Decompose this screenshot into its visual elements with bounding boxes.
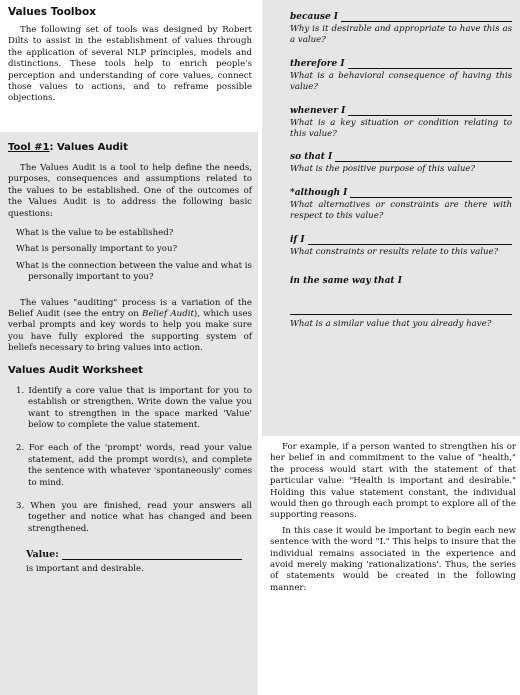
prompt-head: in the same way that I	[290, 276, 402, 287]
question-1: What is the value to be established?	[16, 228, 174, 239]
prompt-if	[290, 235, 512, 258]
audit-paragraph-2	[8, 298, 252, 355]
prompt-question: What is a behavioral consequence of having this value?	[290, 70, 512, 93]
tool-title	[8, 142, 252, 153]
prompt-head: whenever I	[290, 105, 346, 116]
para2-text-a: The values "auditing" process is a variation of the Belief Audit (see the entry on	[8, 297, 252, 320]
prompt-head: therefore I	[290, 58, 345, 69]
values-toolbox-section	[0, 0, 258, 130]
belief-audit-reference: Belief Audit	[142, 309, 194, 320]
answer-blank[interactable]	[341, 12, 512, 22]
answer-blank[interactable]	[350, 188, 512, 198]
example-paragraph-1: For example, if a person wanted to strengthen his or her belief in and commitment to the value of "health," the process would start with the statement of that particular value: "Health is important and desirable." Holding this value statement constant, the individual would then go through each prompt to explore all of the supporting reasons.	[270, 442, 516, 521]
answer-blank[interactable]	[290, 302, 512, 315]
prompt-same-way	[290, 276, 512, 330]
answer-blank[interactable]	[348, 59, 512, 69]
prompt-so-that	[290, 152, 512, 175]
prompt-head: if I	[290, 234, 305, 245]
prompt-head: so that I	[290, 152, 333, 163]
prompt-question: What alternatives or constraints are there with respect to this value?	[290, 199, 512, 222]
value-label: Value:	[26, 549, 59, 561]
tool-name: : Values Audit	[49, 142, 128, 153]
toolbox-paragraph: The following set of tools was designed by Robert Dilts to assist in the establishment of values through the application of several NLP principles, models and distinctions. These tools help to enrich people's perception and understanding of core values, connect those values to actions, and to reframe possible objections.	[8, 25, 252, 104]
values-audit-section	[0, 132, 258, 695]
prompt-question: What constraints or results relate to this value?	[290, 246, 499, 257]
worksheet-step-3: 3. When you are finished, read your answers all together and notice what has changed and been strengthened.	[16, 500, 252, 534]
prompts-section	[262, 0, 520, 436]
value-statement	[26, 549, 252, 560]
prompt-head: *although I	[290, 187, 348, 198]
worksheet-title: Values Audit Worksheet	[8, 364, 143, 376]
worksheet-step-1: 1. Identify a core value that is important for you to establish or strengthen. Write down the value you want to strengthen in the space marked 'Value' below to complete the value statement.	[16, 385, 252, 430]
prompt-question: What is a key situation or condition relating to this value?	[290, 117, 512, 140]
prompt-although	[290, 188, 512, 223]
prompt-question: Why is it desirable and appropriate to have this as a value?	[290, 24, 512, 46]
prompt-because	[290, 12, 512, 47]
question-3: What is the connection between the value and what is personally important to you?	[16, 260, 252, 283]
answer-blank[interactable]	[335, 152, 512, 162]
prompt-whenever	[290, 106, 512, 141]
worksheet-step-2: 2. For each of the 'prompt' words, read your value statement, add the prompt word(s), and complete the sentence with whatever 'spontaneously' comes to mind.	[16, 443, 252, 488]
question-2: What is personally important to you?	[16, 244, 178, 255]
tool-label: Tool #1	[8, 142, 50, 153]
example-section	[262, 438, 520, 695]
section-title: Values Toolbox	[8, 6, 97, 18]
audit-intro: The Values Audit is a tool to help define the needs, purposes, consequences and assumptions related to the values to be established. One of the outcomes of the Values Audit is to address the following basic questions:	[8, 163, 252, 219]
prompt-question: What is the positive purpose of this value?	[290, 164, 476, 175]
prompt-head: because I	[290, 12, 339, 22]
answer-blank[interactable]	[348, 106, 512, 116]
prompt-therefore	[290, 59, 512, 94]
value-tail: is important and desirable.	[26, 564, 144, 575]
value-blank[interactable]	[62, 549, 242, 560]
para2-text-b: ), which uses verbal prompts and key words to help you make sure you have fully explored the supporting system of beliefs necessary to bring values into action.	[8, 309, 252, 354]
answer-blank[interactable]	[308, 235, 512, 245]
example-paragraph-2: In this case it would be important to begin each new sentence with the word "I." This helps to insure that the individual remains associated in the experience and avoid merely making 'rationalizations'. Thus, the series of statements would be created in the following manner:	[270, 525, 516, 593]
prompt-question: What is a similar value that you already have?	[290, 319, 492, 330]
